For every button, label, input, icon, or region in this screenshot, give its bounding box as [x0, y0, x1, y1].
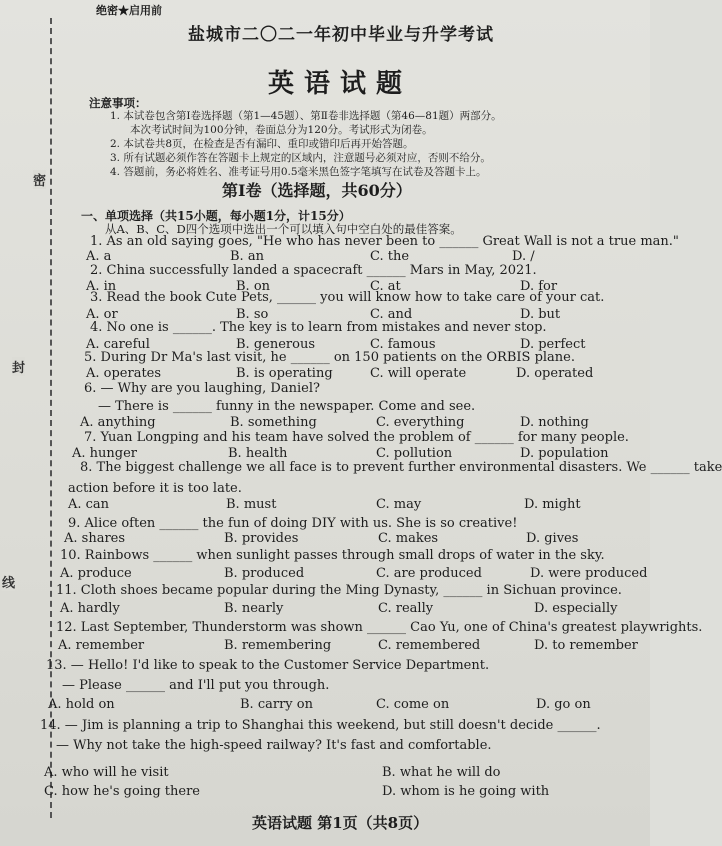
answer-option[interactable]: D. /: [512, 249, 535, 264]
answer-option[interactable]: B. on: [236, 279, 271, 294]
answer-option[interactable]: C. will operate: [370, 366, 467, 381]
answer-option[interactable]: C. famous: [370, 337, 436, 352]
answer-option[interactable]: B. generous: [236, 337, 315, 352]
answer-option[interactable]: A. anything: [80, 415, 156, 430]
answer-option[interactable]: C. the: [370, 249, 410, 264]
answer-option[interactable]: C. everything: [376, 415, 465, 430]
answer-option[interactable]: D. whom is he going with: [382, 784, 550, 799]
question-stem-continued: — Please ______ and I'll put you through.: [62, 678, 330, 693]
answer-option[interactable]: D. were produced: [530, 566, 648, 581]
answer-option[interactable]: A. hold on: [48, 697, 115, 712]
answer-option[interactable]: D. but: [520, 307, 561, 322]
answer-option[interactable]: B. provides: [224, 531, 299, 546]
answer-option[interactable]: B. what he will do: [382, 765, 501, 780]
answer-option[interactable]: B. an: [230, 249, 264, 264]
answer-option[interactable]: B. produced: [224, 566, 305, 581]
page-footer: 英语试题 第1页（共8页）: [252, 814, 429, 832]
part-heading: 一、单项选择（共15小题，每小题1分，计15分）: [81, 209, 351, 223]
question-stem: 14. — Jim is planning a trip to Shanghai this weekend, but still doesn't decide ______.: [40, 718, 601, 733]
answer-option[interactable]: A. in: [86, 279, 117, 294]
note-item: 3. 所有试题必须作答在答题卡上规定的区域内，注意题号必须对应，否则不给分。: [110, 152, 491, 164]
answer-option[interactable]: C. how he's going there: [44, 784, 200, 799]
answer-option[interactable]: B. health: [228, 446, 288, 461]
answer-option[interactable]: C. really: [378, 601, 434, 616]
answer-option[interactable]: C. come on: [376, 697, 450, 712]
answer-option[interactable]: A. hunger: [72, 446, 137, 461]
answer-option[interactable]: D. to remember: [534, 638, 638, 653]
answer-option[interactable]: D. go on: [536, 697, 591, 712]
question-stem-continued: action before it is too late.: [68, 481, 242, 496]
answer-option[interactable]: B. must: [226, 497, 277, 512]
answer-option[interactable]: D. especially: [534, 601, 618, 616]
answer-option[interactable]: B. is operating: [236, 366, 333, 381]
answer-option[interactable]: A. remember: [58, 638, 145, 653]
note-item: 本次考试时间为100分钟，卷面总分为120分。考试形式为闭卷。: [130, 124, 433, 136]
answer-option[interactable]: C. pollution: [376, 446, 453, 461]
answer-option[interactable]: A. careful: [86, 337, 150, 352]
answer-option[interactable]: D. perfect: [520, 337, 586, 352]
answer-option[interactable]: D. gives: [526, 531, 579, 546]
question-stem: 8. The biggest challenge we all face is to prevent further environmental disasters. We ______ take: [80, 460, 722, 475]
note-item: 4. 答题前，务必将姓名、准考证号用0.5毫米黑色签字笔填写在试卷及答题卡上。: [110, 166, 487, 178]
question-stem: 3. Read the book Cute Pets, ______ you will know how to take care of your cat.: [90, 290, 605, 305]
note-item: 1. 本试卷包含第Ⅰ卷选择题（第1—45题）、第Ⅱ卷非选择题（第46—81题）两部分。: [110, 110, 502, 122]
answer-option[interactable]: D. nothing: [520, 415, 589, 430]
answer-option[interactable]: C. remembered: [378, 638, 481, 653]
notes-heading: 注意事项：: [89, 96, 147, 110]
answer-option[interactable]: B. remembering: [224, 638, 332, 653]
answer-option[interactable]: B. carry on: [240, 697, 313, 712]
confidential-mark: 绝密★启用前: [96, 4, 162, 17]
answer-option[interactable]: A. who will he visit: [44, 765, 169, 780]
question-stem: 5. During Dr Ma's last visit, he ______ on 150 patients on the ORBIS plane.: [84, 350, 576, 365]
exam-title: 盐城市二〇二一年初中毕业与升学考试: [188, 25, 494, 45]
answer-option[interactable]: C. makes: [378, 531, 439, 546]
answer-option[interactable]: A. operates: [86, 366, 162, 381]
seal-mark-xian: 线: [2, 572, 15, 591]
section-title: 第Ⅰ卷（选择题，共60分）: [222, 181, 412, 200]
question-stem-continued: — Why not take the high-speed railway? It's fast and comfortable.: [56, 738, 492, 753]
answer-option[interactable]: B. nearly: [224, 601, 284, 616]
question-stem: 12. Last September, Thunderstorm was shown ______ Cao Yu, one of China's greatest playwrights.: [56, 620, 703, 635]
question-stem: 9. Alice often ______ the fun of doing DIY with us. She is so creative!: [68, 516, 518, 531]
answer-option[interactable]: D. operated: [516, 366, 594, 381]
answer-option[interactable]: C. may: [376, 497, 422, 512]
answer-option[interactable]: A. produce: [60, 566, 132, 581]
answer-option[interactable]: C. and: [370, 307, 413, 322]
answer-option[interactable]: B. something: [230, 415, 317, 430]
question-stem: 6. — Why are you laughing, Daniel?: [84, 381, 320, 396]
answer-option[interactable]: A. shares: [64, 531, 126, 546]
seal-mark-mi: 密: [33, 170, 46, 189]
question-stem: 4. No one is ______. The key is to learn from mistakes and never stop.: [90, 320, 547, 335]
answer-option[interactable]: D. might: [524, 497, 581, 512]
part-instruction: 从A、B、C、D四个选项中选出一个可以填入句中空白处的最佳答案。: [105, 222, 462, 236]
question-stem: 1. As an old saying goes, "He who has never been to ______ Great Wall is not a true man.": [90, 234, 679, 249]
question-stem: 11. Cloth shoes became popular during the Ming Dynasty, ______ in Sichuan province.: [56, 583, 622, 598]
question-stem-continued: — There is ______ funny in the newspaper. Come and see.: [98, 399, 476, 414]
answer-option[interactable]: A. a: [86, 249, 112, 264]
answer-option[interactable]: A. or: [86, 307, 118, 322]
answer-option[interactable]: D. for: [520, 279, 558, 294]
seal-mark-feng: 封: [12, 357, 25, 376]
answer-option[interactable]: A. hardly: [60, 601, 120, 616]
answer-option[interactable]: C. are produced: [376, 566, 482, 581]
answer-option[interactable]: A. can: [68, 497, 110, 512]
note-item: 2. 本试卷共8页，在检查是否有漏印、重印或错印后再开始答题。: [110, 138, 414, 150]
question-stem: 2. China successfully landed a spacecraft ______ Mars in May, 2021.: [90, 263, 537, 278]
answer-option[interactable]: D. population: [520, 446, 609, 461]
paper-title: 英语试题: [268, 69, 413, 99]
question-stem: 7. Yuan Longping and his team have solved the problem of ______ for many people.: [84, 430, 629, 445]
question-stem: 13. — Hello! I'd like to speak to the Customer Service Department.: [46, 658, 490, 673]
answer-option[interactable]: C. at: [370, 279, 401, 294]
question-stem: 10. Rainbows ______ when sunlight passes through small drops of water in the sky.: [60, 548, 605, 563]
answer-option[interactable]: B. so: [236, 307, 269, 322]
